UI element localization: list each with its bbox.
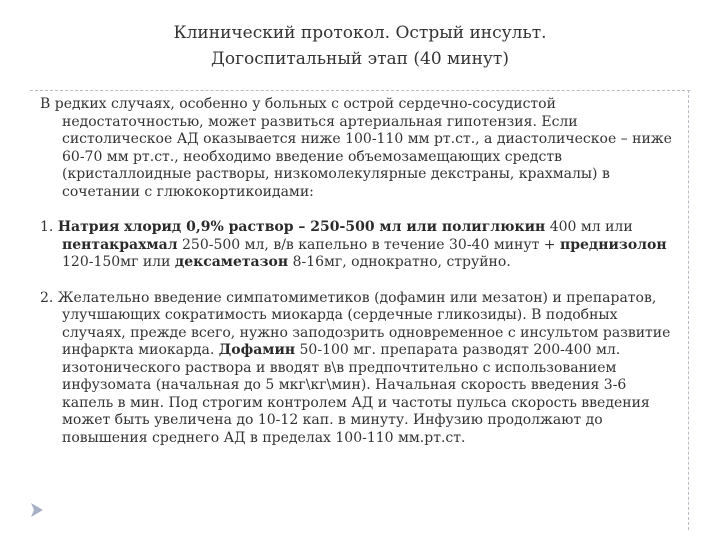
right-border bbox=[688, 90, 689, 530]
treatment-item-2 bbox=[40, 290, 680, 448]
item-1-drug-pentastarch: пентакрахмал bbox=[62, 236, 178, 253]
item-1-text-d: 8-16мг, однократно, струйно. bbox=[288, 254, 511, 270]
title-line-1: Клинический протокол. Острый инсульт. bbox=[173, 23, 547, 43]
item-1-drug-prednisolone: преднизолон bbox=[559, 236, 667, 253]
item-1-number: 1. bbox=[40, 219, 58, 235]
item-1-text-b: 250-500 мл, в/в капельно в течение 30-40 минут + bbox=[177, 236, 560, 253]
content-body bbox=[40, 96, 680, 465]
item-2-text-a: 2. Желательно введение симпатомиметиков (дофамин или мезатон) и препаратов, улучшающих сократимость миокарда (сердечные гликозиды). В подобных случаях, прежде всего, нужно заподозрить одновременное с инсультом развитие инфаркта миокарда. bbox=[40, 289, 671, 358]
title-divider bbox=[30, 90, 690, 91]
intro-paragraph: В редких случаях, особенно у больных с острой сердечно-сосудистой недостаточностью, может развиться артериальная гипотензия. Если систолическое АД оказывается ниже 100-110 мм рт.ст., а диастолическое – ниже 60-70 мм рт.ст., необходимо введение объемозамещающих средств (кристаллоидные растворы, низкомолекулярные декстраны, крахмалы) в сочетании с глюкокортикоидами: bbox=[40, 96, 672, 200]
item-2-text-b: 50-100 мг. препарата разводят 200-400 мл. изотонического раствора и вводят в\в предпочтительно с использованием инфузомата (начальная до 5 мкг\кг\мин). Начальная скорость введения 3-6 капель в мин. Под строгим контролем АД и частоты пульса скорость введения может быть увеличена до 10-12 кап. в минуту. Инфузию продолжают до повышения среднего АД в пределах 100-110 мм.рт.ст. bbox=[62, 342, 650, 446]
title-line-2: Догоспитальный этап (40 минут) bbox=[211, 49, 509, 69]
item-2-drug-dopamine: Дофамин bbox=[218, 342, 296, 358]
item-1-text-a: 400 мл или bbox=[545, 219, 633, 235]
triangle-arrow-icon bbox=[30, 502, 44, 518]
item-1-text-c: 120-150мг или bbox=[62, 254, 175, 270]
item-1-drug-saline: Натрия хлорид 0,9% раствор – 250-500 мл или полиглюкин bbox=[57, 219, 546, 235]
page-title bbox=[80, 20, 640, 72]
item-1-drug-dexamethasone: дексаметазон bbox=[174, 254, 289, 270]
treatment-item-1 bbox=[40, 219, 680, 272]
